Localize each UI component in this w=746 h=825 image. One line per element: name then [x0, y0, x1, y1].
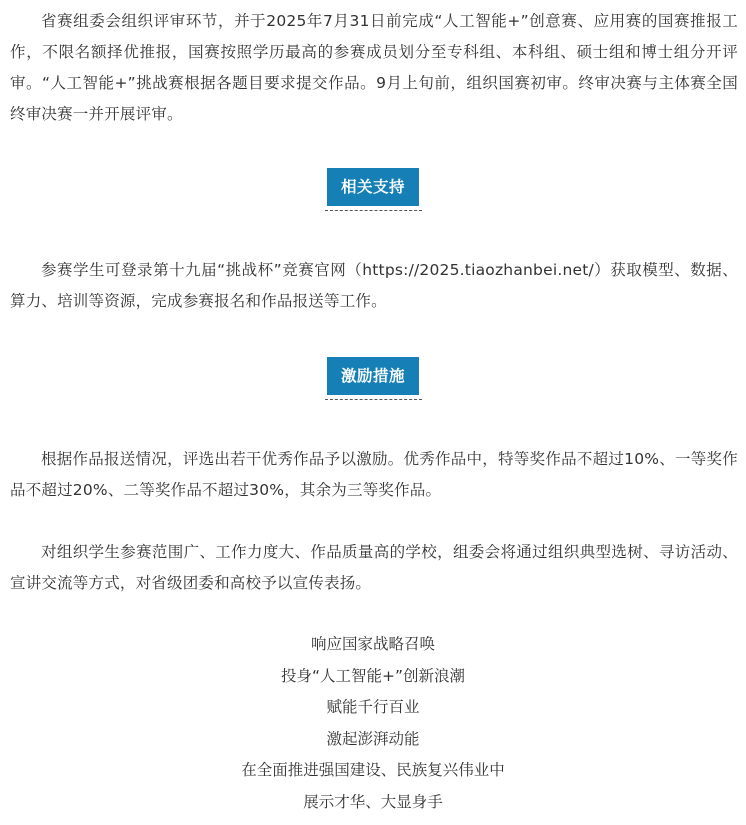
review-paragraph: 省赛组委会组织评审环节，并于2025年7月31日前完成“人工智能+”创意赛、应用赛的国赛推报工作，不限名额择优推报，国赛按照学历最高的参赛成员划分至专科组、本科组、硕士组和博士组分开评审。“人工智能+”挑战赛根据各题目要求提交作品。9月上旬前，组织国赛初审。终审决赛与主体赛全国终审决赛一并开展评审。: [10, 12, 738, 123]
section-support: [0, 168, 746, 211]
slogan-line: 激起澎湃动能: [326, 729, 420, 748]
support-paragraph: 参赛学生可登录第十九届“挑战杯”竞赛官网（https://2025.tiaozhanbei.net/）获取模型、数据、算力、培训等资源，完成参赛报名和作品报送等工作。: [10, 261, 738, 310]
closing-slogan: [0, 629, 746, 819]
incentive-title-underline: [325, 399, 422, 400]
slogan-line: 赋能千行百业: [326, 698, 420, 717]
school-paragraph: 对组织学生参赛范围广、工作力度大、作品质量高的学校，组委会将通过组织典型选树、寻访活动、宣讲交流等方式，对省级团委和高校予以宣传表扬。: [10, 543, 738, 592]
slogan-line: 响应国家战略召唤: [310, 635, 435, 653]
section-incentive: [0, 357, 746, 400]
slogan-line: 在全面推进强国建设、民族复兴伟业中: [241, 761, 505, 780]
slogan-line: 投身“人工智能+”创新浪潮: [280, 666, 466, 685]
award-paragraph: 根据作品报送情况，评选出若干优秀作品予以激励。优秀作品中，特等奖作品不超过10%、一等奖作品不超过20%、二等奖作品不超过30%，其余为三等奖作品。: [10, 450, 738, 499]
slogan-line: 展示才华、大显身手: [303, 792, 443, 811]
incentive-title-badge: 激励措施: [327, 357, 419, 395]
support-title-underline: [325, 210, 422, 211]
support-title-badge: 相关支持: [327, 168, 419, 206]
